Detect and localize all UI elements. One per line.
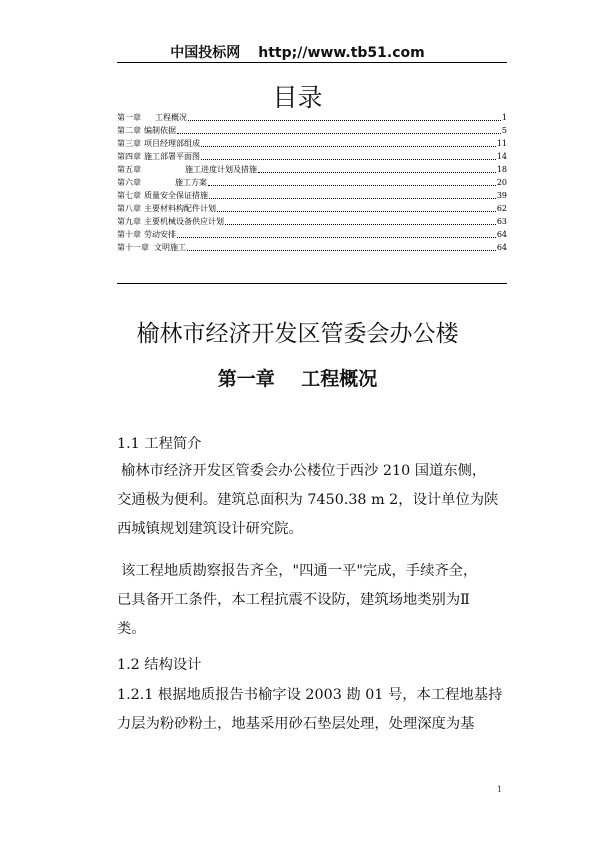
toc-chapter-number: 第七章 — [117, 191, 141, 200]
toc-entry-title: 工程概况 — [155, 113, 187, 122]
paragraph-line: 1.2.1 根据地质报告书榆字设 2003 勘 01 号，本工程地基持 — [117, 687, 503, 703]
toc-chapter-number: 第一章 — [117, 113, 141, 122]
toc-page-number: 18 — [496, 165, 507, 174]
toc-entry-title: 施工部署平面图 — [144, 152, 200, 161]
toc-page-number: 14 — [496, 152, 507, 161]
toc-chapter-number: 第三章 — [117, 139, 141, 148]
toc-dot-leader — [217, 211, 496, 212]
toc-chapter-number: 第十章 — [117, 230, 141, 239]
toc-page-number: 5 — [501, 126, 507, 135]
toc-entry-title: 项目经理部组成 — [144, 139, 200, 148]
toc-entry-title: 质量安全保证措施 — [144, 191, 208, 200]
toc-entry-title: 施工进度计划及措施 — [185, 165, 257, 174]
toc-entry-title: 主要机械设备供应计划 — [144, 217, 224, 226]
toc-title: 目录 — [272, 83, 323, 112]
toc-chapter-number: 第四章 — [117, 152, 141, 161]
toc-dot-leader — [201, 146, 496, 147]
toc-dot-leader — [187, 250, 496, 251]
toc-entry-title: 文明施工 — [154, 243, 186, 252]
toc-page-number: 20 — [496, 178, 507, 187]
toc-page-number: 64 — [496, 230, 507, 239]
toc-entry[interactable] — [117, 228, 507, 241]
toc-page-number: 11 — [496, 139, 507, 148]
paragraph-line: 类。 — [117, 621, 146, 637]
toc-chapter-number: 第五章 — [117, 165, 141, 174]
toc-dot-leader — [177, 237, 496, 238]
paragraph-line: 该工程地质勘察报告齐全，"四通一平"完成，手续齐全， — [121, 563, 478, 579]
toc-page-number: 64 — [496, 243, 507, 252]
toc-page-number: 39 — [496, 191, 507, 200]
toc-dot-leader — [209, 198, 496, 199]
page-number: 1 — [497, 785, 503, 794]
table-of-contents — [117, 111, 507, 254]
toc-page-number: 63 — [496, 217, 507, 226]
toc-dot-leader — [188, 120, 501, 121]
toc-entry-title: 主要材料构配件计划 — [144, 204, 216, 213]
toc-chapter-number: 第六章 — [117, 178, 141, 187]
toc-entry[interactable] — [117, 124, 507, 137]
toc-divider — [117, 283, 507, 284]
toc-entry-title: 劳动安排 — [144, 230, 176, 239]
section-heading-1-2: 1.2 结构设计 — [117, 657, 202, 673]
toc-entry[interactable] — [117, 111, 507, 124]
paragraph-line: 榆林市经济开发区管委会办公楼位于西沙 210 国道东侧， — [121, 463, 487, 479]
toc-page-number: 62 — [496, 204, 507, 213]
paragraph-line: 交通极为便利。建筑总面积为 7450.38 m 2，设计单位为陕 — [117, 492, 499, 508]
toc-entry-title: 施工方案 — [175, 178, 207, 187]
paragraph-line: 已具备开工条件，本工程抗震不设防，建筑场地类别为Ⅱ — [117, 592, 470, 608]
toc-entry[interactable] — [117, 150, 507, 163]
paragraph-line: 力层为粉砂粉土，地基采用砂石垫层处理，处理深度为基 — [117, 716, 475, 732]
toc-page-number: 1 — [501, 113, 507, 122]
toc-chapter-number: 第九章 — [117, 217, 141, 226]
toc-dot-leader — [177, 133, 501, 134]
toc-entry[interactable] — [117, 202, 507, 215]
toc-entry-title: 编制依据 — [144, 126, 176, 135]
toc-dot-leader — [208, 185, 496, 186]
toc-entry[interactable] — [117, 215, 507, 228]
toc-chapter-number: 第二章 — [117, 126, 141, 135]
paragraph-line: 西城镇规划建筑设计研究院。 — [117, 521, 303, 537]
toc-dot-leader — [201, 159, 496, 160]
toc-dot-leader — [258, 172, 496, 173]
toc-entry[interactable] — [117, 189, 507, 202]
toc-dot-leader — [225, 224, 496, 225]
document-title: 榆林市经济开发区管委会办公楼 — [136, 321, 459, 347]
site-url[interactable]: http;//www.tb51.com — [258, 45, 425, 61]
site-header — [0, 42, 595, 62]
toc-entry[interactable] — [117, 241, 507, 254]
header-divider — [117, 62, 507, 63]
toc-chapter-number: 第十一章 — [117, 243, 149, 252]
toc-entry[interactable] — [117, 163, 507, 176]
site-name: 中国投标网 — [170, 45, 241, 61]
toc-entry[interactable] — [117, 137, 507, 150]
chapter-heading: 第一章 工程概况 — [217, 368, 378, 390]
section-heading-1-1: 1.1 工程简介 — [117, 436, 202, 452]
toc-entry[interactable] — [117, 176, 507, 189]
toc-chapter-number: 第八章 — [117, 204, 141, 213]
